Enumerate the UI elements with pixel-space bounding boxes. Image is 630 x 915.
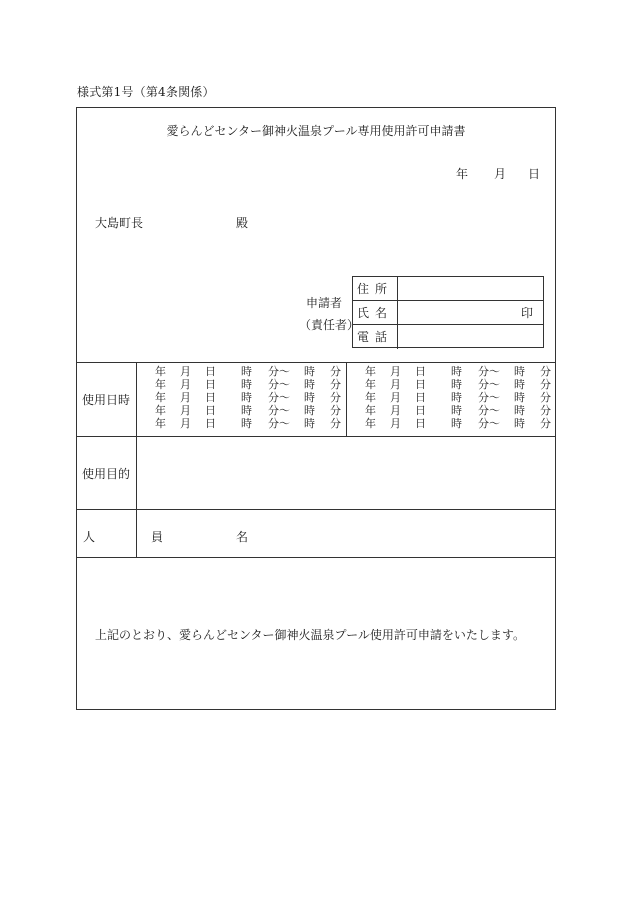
slot-hour-to: 時 (514, 365, 525, 378)
form-number: 様式第1号（第4条関係） (77, 85, 215, 99)
datetime-middle-divider (346, 362, 347, 436)
slot-year: 年 (155, 404, 166, 417)
slot-hour-to: 時 (304, 391, 315, 404)
slot-minute-from: 分〜 (268, 391, 290, 404)
slot-minute-from: 分〜 (268, 417, 290, 430)
address-row (353, 277, 543, 301)
slot-month: 月 (390, 365, 401, 378)
slot-minute: 分 (330, 417, 341, 430)
usage-datetime-label: 使用日時 (82, 393, 131, 407)
slot-hour: 時 (241, 417, 252, 430)
slot-hour: 時 (241, 391, 252, 404)
slot-minute: 分 (540, 391, 551, 404)
headcount-unit: 名 (236, 530, 249, 544)
slot-minute: 分 (330, 391, 341, 404)
slot-day: 日 (205, 404, 216, 417)
closing-statement: 上記のとおり、愛らんどセンター御神火温泉プール使用許可申請をいたします。 (95, 628, 525, 642)
name-label: 氏名 (353, 301, 398, 324)
slot-hour: 時 (451, 417, 462, 430)
slot-minute-from: 分〜 (478, 404, 500, 417)
slot-minute-from: 分〜 (478, 391, 500, 404)
slot-hour: 時 (451, 391, 462, 404)
slot-year: 年 (155, 378, 166, 391)
slot-month: 月 (390, 417, 401, 430)
slot-day: 日 (205, 365, 216, 378)
slot-month: 月 (180, 404, 191, 417)
slot-minute: 分 (330, 365, 341, 378)
slot-hour: 時 (451, 365, 462, 378)
slot-minute-from: 分〜 (478, 417, 500, 430)
slot-month: 月 (180, 417, 191, 430)
slot-minute: 分 (330, 404, 341, 417)
slot-hour-to: 時 (304, 378, 315, 391)
slot-hour-to: 時 (304, 417, 315, 430)
slot-month: 月 (180, 365, 191, 378)
slot-minute-from: 分〜 (478, 365, 500, 378)
slot-hour: 時 (451, 404, 462, 417)
slot-hour: 時 (241, 378, 252, 391)
slot-day: 日 (205, 391, 216, 404)
phone-row (353, 325, 543, 349)
slot-minute: 分 (540, 378, 551, 391)
slot-hour-to: 時 (304, 365, 315, 378)
slot-year: 年 (365, 391, 376, 404)
date-year: 年 (456, 167, 469, 181)
slot-minute-from: 分〜 (268, 404, 290, 417)
slot-hour-to: 時 (304, 404, 315, 417)
slot-hour-to: 時 (514, 404, 525, 417)
divider-headcount-top (76, 509, 556, 510)
divider-purpose-top (76, 436, 556, 437)
addressee: 大島町長 (95, 216, 144, 230)
slot-year: 年 (155, 417, 166, 430)
slot-day: 日 (415, 391, 426, 404)
slot-hour-to: 時 (514, 378, 525, 391)
divider-datetime-top (76, 362, 556, 363)
slot-year: 年 (365, 365, 376, 378)
slot-hour-to: 時 (514, 391, 525, 404)
date-month: 月 (494, 167, 507, 181)
date-day: 日 (528, 167, 541, 181)
slot-minute-from: 分〜 (268, 365, 290, 378)
slot-day: 日 (415, 365, 426, 378)
slot-minute: 分 (540, 365, 551, 378)
form-title: 愛らんどセンター御神火温泉プール専用使用許可申請書 (166, 124, 466, 138)
name-row (353, 301, 543, 325)
slot-minute-from: 分〜 (268, 378, 290, 391)
slot-hour: 時 (241, 404, 252, 417)
divider-closing-top (76, 557, 556, 558)
slot-year: 年 (365, 404, 376, 417)
honorific: 殿 (236, 216, 249, 230)
slot-year: 年 (155, 365, 166, 378)
slot-hour-to: 時 (514, 417, 525, 430)
applicant-label: 申請者 (306, 296, 343, 310)
slot-day: 日 (205, 378, 216, 391)
address-label: 住所 (353, 277, 398, 300)
slot-hour: 時 (451, 378, 462, 391)
purpose-label: 使用目的 (82, 467, 131, 481)
slot-day: 日 (415, 378, 426, 391)
slot-month: 月 (180, 378, 191, 391)
slot-minute: 分 (540, 404, 551, 417)
applicant-sublabel: （責任者） (299, 318, 360, 332)
slot-year: 年 (155, 391, 166, 404)
seal-mark: 印 (520, 306, 533, 320)
slot-day: 日 (415, 417, 426, 430)
slot-day: 日 (415, 404, 426, 417)
slot-year: 年 (365, 378, 376, 391)
slot-month: 月 (390, 378, 401, 391)
slot-month: 月 (390, 391, 401, 404)
slot-minute: 分 (540, 417, 551, 430)
applicant-table (352, 276, 544, 348)
slot-month: 月 (180, 391, 191, 404)
slot-minute: 分 (330, 378, 341, 391)
slot-hour: 時 (241, 365, 252, 378)
slot-year: 年 (365, 417, 376, 430)
headcount-label: 人 員 (83, 530, 186, 544)
phone-label: 電話 (353, 325, 398, 349)
slot-minute-from: 分〜 (478, 378, 500, 391)
slot-month: 月 (390, 404, 401, 417)
slot-day: 日 (205, 417, 216, 430)
